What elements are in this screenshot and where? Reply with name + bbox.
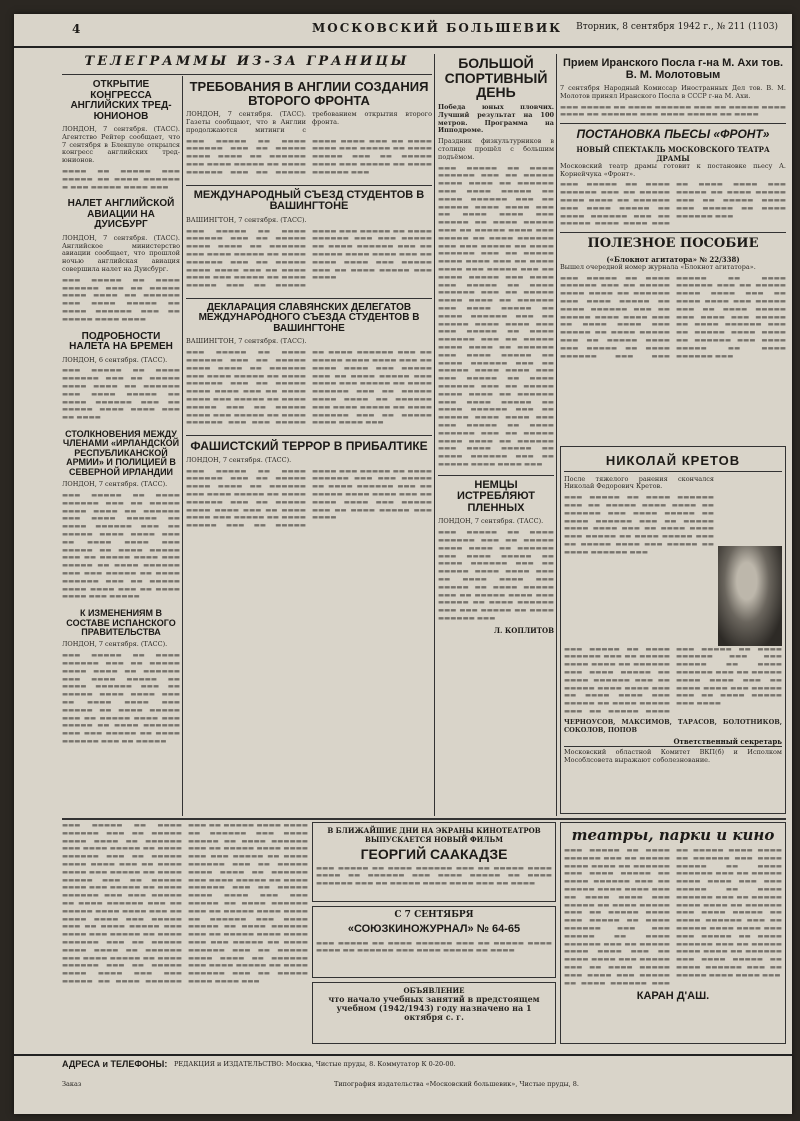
obituary-kretov: НИКОЛАЙ КРЕТОВ После тяжелого ранения скончался Николай Федорович Кретов. ▬▬▬ ▬▬▬▬▬ ▬▬ ▬▬▬▬ ▬▬▬▬▬▬ ▬▬▬ ▬▬ ▬▬▬▬▬ ▬▬▬▬ ▬▬▬▬ ▬▬ ▬▬▬▬▬▬ ▬▬▬ ▬▬▬▬ ▬▬▬▬▬ ▬▬ ▬▬▬▬ ▬▬▬▬▬▬ ▬▬▬ ▬▬ ▬▬▬▬▬ ▬▬▬▬ ▬▬▬▬ ▬▬▬ ▬▬ ▬▬▬▬ ▬▬▬▬ ▬▬▬ ▬▬▬▬▬ ▬▬ ▬▬▬▬ ▬▬▬▬▬ ▬▬▬ ▬▬ ▬▬▬▬▬ ▬▬▬▬ ▬▬▬ ▬▬▬▬▬ ▬▬ ▬▬▬▬ ▬▬▬▬▬▬ ▬▬▬ ▬▬▬ ▬▬▬▬▬ ▬▬ ▬▬▬▬ ▬▬▬▬▬▬ ▬▬▬ ▬▬ ▬▬▬▬▬ ▬▬▬▬ ▬▬▬▬ ▬▬ ▬▬▬▬▬▬ ▬▬▬ ▬▬▬▬ ▬▬▬▬▬ ▬▬ ▬▬▬▬ ▬▬▬▬▬▬ ▬▬▬ ▬▬ ▬▬▬▬▬ ▬▬▬▬ ▬▬▬▬ ▬▬▬ ▬▬ ▬▬▬▬ ▬▬▬▬ ▬▬▬ ▬▬▬▬▬ ▬▬ ▬▬▬▬ ▬▬▬▬▬ ▬▬▬ ▬▬ ▬▬▬▬▬ ▬▬▬▬ ▬▬▬ ▬▬▬▬▬ ▬▬ ▬▬▬▬ ▬▬▬▬▬▬ ▬▬▬ ▬▬▬ ▬▬▬▬▬ ▬▬ ▬▬▬▬ ▬▬▬▬▬▬ ▬▬▬ ▬▬ ▬▬▬▬▬ ▬▬▬▬ ▬▬▬▬ ▬▬▬ ▬▬ ▬▬▬▬ ▬▬▬▬ ▬▬▬ ▬▬▬▬▬ ▬▬▬ ▬▬ ▬▬▬▬ ▬▬▬▬▬ ▬▬▬ ▬▬▬▬ ЧЕРНОУСОВ, МАКСИМОВ, ТАРАСОВ, БОЛОТНИКОВ, СОКОЛОВ, ПОПОВ Ответственный секретарь Московский областной Комитет ВКП(б) и Исполком Мособлсовета выражают соболезнование. <box>560 446 786 814</box>
article-sport: Праздник физкультурников в столице прошёл с большим подъёмом. <box>438 137 554 161</box>
article-second-front: ЛОНДОН, 7 сентября. (ТАСС). Газеты сообщают, что в Англии продолжаются митинги с требованием открытия второго фронта. <box>186 110 432 134</box>
theatres-title: театры, парки и кино <box>571 826 775 844</box>
subhead-sport: Победа юных пловчих. Лучший результат на 100 метров. Программа на Ипподроме. <box>438 103 554 135</box>
article-prisoners: ЛОНДОН, 7 сентября. (ТАСС). <box>438 517 544 526</box>
headline-students: МЕЖДУНАРОДНЫЙ СЪЕЗД СТУДЕНТОВ В ВАШИНГТОНЕ <box>193 188 425 213</box>
headline-terror: ФАШИСТСКИЙ ТЕРРОР В ПРИБАЛТИКЕ <box>190 439 428 454</box>
headline-iran: Прием Иранского Посла г-на М. Ахи тов. В. М. Молотовым <box>562 57 784 81</box>
ad-school-text: что начало учебных занятий в предстоящем учебном (1942/1943) году назначено на 1 октября с. г. <box>328 994 540 1022</box>
telegrams-column: ОТКРЫТИЕ КОНГРЕССА АНГЛИЙСКИХ ТРЕД-ЮНИОНОВ ЛОНДОН, 7 сентября. (ТАСС). Агентство Рейтер сообщает, что 7 сентября в Блекпуле открылся конгресс английских тред-юнионов. ▬▬▬▬ ▬▬ ▬▬▬▬▬ ▬▬▬ ▬▬▬▬▬ ▬▬ ▬▬▬▬ ▬▬▬▬▬▬ ▬ ▬▬▬ ▬▬▬▬▬ ▬▬▬▬ ▬▬▬ НАЛЕТ АНГЛИЙСКОЙ АВИАЦИИ НА ДУИСБУРГ ЛОНДОН, 7 сентября. (ТАСС). Английское министерство авиации сообщает, что прошлой ночью английская авиация совершила налет на Дуисбург. ▬▬▬ ▬▬▬▬▬ ▬▬ ▬▬▬▬ ▬▬▬▬▬▬ ▬▬▬ ▬▬ ▬▬▬▬▬ ▬▬▬▬ ▬▬▬▬ ▬▬ ▬▬▬▬▬▬ ▬▬▬ ▬▬▬▬ ▬▬▬▬▬ ▬▬ ▬▬▬▬ ▬▬▬▬▬▬ ▬▬▬ ▬▬ ▬▬▬▬▬ ▬▬▬▬ ▬▬▬▬ ПОДРОБНОСТИ НАЛЕТА НА БРЕМЕН ЛОНДОН, 6 сентября. (ТАСС). ▬▬▬ ▬▬▬▬▬ ▬▬ ▬▬▬▬ ▬▬▬▬▬▬ ▬▬▬ ▬▬ ▬▬▬▬▬ ▬▬▬▬ ▬▬▬▬ ▬▬ ▬▬▬▬▬▬ ▬▬▬ ▬▬▬▬ ▬▬▬▬▬ ▬▬ ▬▬▬▬ ▬▬▬▬▬▬ ▬▬▬ ▬▬ ▬▬▬▬▬ ▬▬▬▬ ▬▬▬▬ ▬▬▬ ▬▬ ▬▬▬▬ СТОЛКНОВЕНИЯ МЕЖДУ ЧЛЕНАМИ «ИРЛАНДСКОЙ РЕСПУБЛИКАНСКОЙ АРМИИ» И ПОЛИЦИЕЙ В СЕВЕРНОЙ ИРЛАНДИИ ЛОНДОН, 7 сентября. (ТАСС). ▬▬▬ ▬▬▬▬▬ ▬▬ ▬▬▬▬ ▬▬▬▬▬▬ ▬▬▬ ▬▬ ▬▬▬▬▬ ▬▬▬▬ ▬▬▬▬ ▬▬ ▬▬▬▬▬▬ ▬▬▬ ▬▬▬▬ ▬▬▬▬▬ ▬▬ ▬▬▬▬ ▬▬▬▬▬▬ ▬▬▬ ▬▬ ▬▬▬▬▬ ▬▬▬▬ ▬▬▬▬ ▬▬▬ ▬▬ ▬▬▬▬ ▬▬▬▬ ▬▬▬ ▬▬▬▬▬ ▬▬ ▬▬▬▬ ▬▬▬▬▬ ▬▬▬ ▬▬ ▬▬▬▬▬ ▬▬▬▬ ▬▬▬ ▬▬▬▬▬ ▬▬ ▬▬▬▬ ▬▬▬▬▬▬ ▬▬▬ ▬▬▬ ▬▬▬▬▬ ▬▬ ▬▬▬▬ ▬▬▬▬▬▬ ▬▬▬ ▬▬ ▬▬▬▬▬ ▬▬▬▬ ▬▬▬▬ ▬▬▬ ▬▬ ▬▬▬▬ ▬▬▬▬ ▬▬▬ ▬▬▬▬▬ К ИЗМЕНЕНИЯМ В СОСТАВЕ ИСПАНСКОГО ПРАВИТЕЛЬСТВА ЛОНДОН, 7 сентября. (ТАСС). ▬▬▬ ▬▬▬▬▬ ▬▬ ▬▬▬▬ ▬▬▬▬▬▬ ▬▬▬ ▬▬ ▬▬▬▬▬ ▬▬▬▬ ▬▬▬▬ ▬▬ ▬▬▬▬▬▬ ▬▬▬ ▬▬▬▬ ▬▬▬▬▬ ▬▬ ▬▬▬▬ ▬▬▬▬▬▬ ▬▬▬ ▬▬ ▬▬▬▬▬ ▬▬▬▬ ▬▬▬▬ ▬▬▬ ▬▬ ▬▬▬▬ ▬▬▬▬ ▬▬▬ ▬▬▬▬▬ ▬▬ ▬▬▬▬ ▬▬▬▬▬ ▬▬▬ ▬▬ ▬▬▬▬▬ ▬▬▬▬ ▬▬▬ ▬▬▬▬▬ ▬▬ ▬▬▬▬ ▬▬▬▬▬▬ ▬▬▬ ▬▬▬ ▬▬▬▬▬ ▬▬ ▬▬▬▬ ▬▬▬▬▬▬ ▬▬▬ ▬▬ ▬▬▬▬▬ <box>62 79 180 746</box>
newspaper-page <box>14 14 792 1114</box>
article-spain: ЛОНДОН, 7 сентября. (ТАСС). <box>62 640 168 649</box>
footer-code: Заказ <box>62 1080 82 1088</box>
headline-ireland: СТОЛКНОВЕНИЯ МЕЖДУ ЧЛЕНАМИ «ИРЛАНДСКОЙ РЕСПУБЛИКАНСКОЙ АРМИИ» И ПОЛИЦИЕЙ В СЕВЕРНОЙ ИРЛАНДИИ <box>62 429 180 477</box>
center-column: ТРЕБОВАНИЯ В АНГЛИИ СОЗДАНИЯ ВТОРОГО ФРОНТА ЛОНДОН, 7 сентября. (ТАСС). Газеты сообщают, что в Англии продолжаются митинги с требованием открытия второго фронта. ▬▬▬ ▬▬▬▬▬ ▬▬ ▬▬▬▬ ▬▬▬▬▬▬ ▬▬▬ ▬▬ ▬▬▬▬▬ ▬▬▬▬ ▬▬▬▬ ▬▬ ▬▬▬▬▬▬ ▬▬▬ ▬▬▬▬ ▬▬▬▬▬ ▬▬ ▬▬▬▬ ▬▬▬▬▬▬ ▬▬▬ ▬▬ ▬▬▬▬▬ ▬▬▬▬ ▬▬▬▬ ▬▬▬ ▬▬ ▬▬▬▬ ▬▬▬▬ ▬▬▬ ▬▬▬▬▬ ▬▬ ▬▬▬▬ ▬▬▬▬▬ ▬▬▬ ▬▬ ▬▬▬▬▬ ▬▬▬▬ ▬▬▬ ▬▬▬▬▬ ▬▬ ▬▬▬▬ ▬▬▬▬▬▬ ▬▬▬ МЕЖДУНАРОДНЫЙ СЪЕЗД СТУДЕНТОВ В ВАШИНГТОНЕ ВАШИНГТОН, 7 сентября. (ТАСС). ▬▬▬ ▬▬▬▬▬ ▬▬ ▬▬▬▬ ▬▬▬▬▬▬ ▬▬▬ ▬▬ ▬▬▬▬▬ ▬▬▬▬ ▬▬▬▬ ▬▬ ▬▬▬▬▬▬ ▬▬▬ ▬▬▬▬ ▬▬▬▬▬ ▬▬ ▬▬▬▬ ▬▬▬▬▬▬ ▬▬▬ ▬▬ ▬▬▬▬▬ ▬▬▬▬ ▬▬▬▬ ▬▬▬ ▬▬ ▬▬▬▬ ▬▬▬▬ ▬▬▬ ▬▬▬▬▬ ▬▬ ▬▬▬▬ ▬▬▬▬▬ ▬▬▬ ▬▬ ▬▬▬▬▬ ▬▬▬▬ ▬▬▬ ▬▬▬▬▬ ▬▬ ▬▬▬▬ ▬▬▬▬▬▬ ▬▬▬ ▬▬▬ ▬▬▬▬▬ ▬▬ ▬▬▬▬ ▬▬▬▬▬▬ ▬▬▬ ▬▬ ▬▬▬▬▬ ▬▬▬▬ ▬▬▬▬ ▬▬▬ ▬▬ ▬▬▬▬ ▬▬▬▬ ▬▬▬ ▬▬▬▬▬ ▬▬▬ ▬▬ ▬▬▬▬ ▬▬▬▬▬ ▬▬▬ ▬▬▬▬ ДЕКЛАРАЦИЯ СЛАВЯНСКИХ ДЕЛЕГАТОВ МЕЖДУНАРОДНОГО СЪЕЗДА СТУДЕНТОВ В ВАШИНГТОНЕ ВАШИНГТОН, 7 сентября. (ТАСС). ▬▬▬ ▬▬▬▬▬ ▬▬ ▬▬▬▬ ▬▬▬▬▬▬ ▬▬▬ ▬▬ ▬▬▬▬▬ ▬▬▬▬ ▬▬▬▬ ▬▬ ▬▬▬▬▬▬ ▬▬▬ ▬▬▬▬ ▬▬▬▬▬ ▬▬ ▬▬▬▬ ▬▬▬▬▬▬ ▬▬▬ ▬▬ ▬▬▬▬▬ ▬▬▬▬ ▬▬▬▬ ▬▬▬ ▬▬ ▬▬▬▬ ▬▬▬▬ ▬▬▬ ▬▬▬▬▬ ▬▬ ▬▬▬▬ ▬▬▬▬▬ ▬▬▬ ▬▬ ▬▬▬▬▬ ▬▬▬▬ ▬▬▬ ▬▬▬▬▬ ▬▬ ▬▬▬▬ ▬▬▬▬▬▬ ▬▬▬ ▬▬▬ ▬▬▬▬▬ ▬▬ ▬▬▬▬ ▬▬▬▬▬▬ ▬▬▬ ▬▬ ▬▬▬▬▬ ▬▬▬▬ ▬▬▬▬ ▬▬▬ ▬▬ ▬▬▬▬ ▬▬▬▬ ▬▬▬ ▬▬▬▬▬ ▬▬▬ ▬▬ ▬▬▬▬ ▬▬▬▬▬ ▬▬▬ ▬▬▬▬ ▬▬▬ ▬▬▬▬▬ ▬▬ ▬▬▬▬ ▬▬▬▬▬▬ ▬▬▬ ▬▬ ▬▬▬▬▬ ▬▬▬▬ ▬▬▬▬ ▬▬ ▬▬▬▬▬▬ ▬▬▬ ▬▬▬▬ ▬▬▬▬▬ ▬▬ ▬▬▬▬ ▬▬▬▬▬▬ ▬▬▬ ▬▬ ▬▬▬▬▬ ▬▬▬▬ ▬▬▬▬ ▬▬▬ ФАШИСТСКИЙ ТЕРРОР В ПРИБАЛТИКЕ ЛОНДОН, 7 сентября. (ТАСС). ▬▬▬ ▬▬▬▬▬ ▬▬ ▬▬▬▬ ▬▬▬▬▬▬ ▬▬▬ ▬▬ ▬▬▬▬▬ ▬▬▬▬ ▬▬▬▬ ▬▬ ▬▬▬▬▬▬ ▬▬▬ ▬▬▬▬ ▬▬▬▬▬ ▬▬ ▬▬▬▬ ▬▬▬▬▬▬ ▬▬▬ ▬▬ ▬▬▬▬▬ ▬▬▬▬ ▬▬▬▬ ▬▬▬ ▬▬ ▬▬▬▬ ▬▬▬▬ ▬▬▬ ▬▬▬▬▬ ▬▬ ▬▬▬▬ ▬▬▬▬▬ ▬▬▬ ▬▬ ▬▬▬▬▬ ▬▬▬▬ ▬▬▬ ▬▬▬▬▬ ▬▬ ▬▬▬▬ ▬▬▬▬▬▬ ▬▬▬ ▬▬▬ ▬▬▬▬▬ ▬▬ ▬▬▬▬ ▬▬▬▬▬▬ ▬▬▬ ▬▬ ▬▬▬▬▬ ▬▬▬▬ ▬▬▬▬ ▬▬▬ ▬▬ ▬▬▬▬ ▬▬▬▬ ▬▬▬ ▬▬▬▬▬ ▬▬▬ ▬▬ ▬▬▬▬ ▬▬▬▬▬ ▬▬▬ ▬▬▬▬ <box>186 79 432 530</box>
footer <box>14 1054 792 1090</box>
footer-address-label: АДРЕСА и ТЕЛЕФОНЫ: <box>62 1059 168 1069</box>
article-guide: Вышел очередной номер журнала «Блокнот агитатора». <box>560 262 756 271</box>
headline-slav: ДЕКЛАРАЦИЯ СЛАВЯНСКИХ ДЕЛЕГАТОВ МЕЖДУНАРОДНОГО СЪЕЗДА СТУДЕНТОВ В ВАШИНГТОНЕ <box>198 301 420 334</box>
ad-film-title: ГЕОРГИЙ СААКАДЗЕ <box>360 846 508 862</box>
subhead-play: НОВЫЙ СПЕКТАКЛЬ МОСКОВСКОГО ТЕАТРА ДРАМЫ <box>576 144 770 163</box>
ad-journal: С 7 СЕНТЯБРЯ «СОЮЗКИНОЖУРНАЛ» № 64-65 ▬▬▬ ▬▬▬▬▬ ▬▬ ▬▬▬▬ ▬▬▬▬▬▬ ▬▬▬ ▬▬ ▬▬▬▬▬ ▬▬▬▬ ▬▬▬▬ ▬▬ ▬▬▬▬▬▬ ▬▬▬ ▬▬▬▬ ▬▬▬▬▬ ▬▬ ▬▬▬▬ <box>312 906 556 978</box>
article-students: ВАШИНГТОН, 7 сентября. (ТАСС). <box>186 215 307 224</box>
article-terror: ЛОНДОН, 7 сентября. (ТАСС). <box>186 455 292 464</box>
masthead <box>14 14 792 48</box>
karandash: КАРАН Д'АШ. <box>636 990 710 1003</box>
ad-theatres: театры, парки и кино ▬▬▬ ▬▬▬▬▬ ▬▬ ▬▬▬▬ ▬▬▬▬▬▬ ▬▬▬ ▬▬ ▬▬▬▬▬ ▬▬▬▬ ▬▬▬▬ ▬▬ ▬▬▬▬▬▬ ▬▬▬ ▬▬▬▬ ▬▬▬▬▬ ▬▬ ▬▬▬▬ ▬▬▬▬▬▬ ▬▬▬ ▬▬ ▬▬▬▬▬ ▬▬▬▬ ▬▬▬▬ ▬▬▬ ▬▬ ▬▬▬▬ ▬▬▬▬ ▬▬▬ ▬▬▬▬▬ ▬▬ ▬▬▬▬ ▬▬▬▬▬ ▬▬▬ ▬▬ ▬▬▬▬▬ ▬▬▬▬ ▬▬▬ ▬▬▬▬▬ ▬▬ ▬▬▬▬ ▬▬▬▬▬▬ ▬▬▬ ▬▬▬ ▬▬▬▬▬ ▬▬ ▬▬▬▬ ▬▬▬▬▬▬ ▬▬▬ ▬▬ ▬▬▬▬▬ ▬▬▬▬ ▬▬▬▬ ▬▬▬ ▬▬ ▬▬▬▬ ▬▬▬▬ ▬▬▬ ▬▬▬▬▬ ▬▬▬ ▬▬ ▬▬▬▬ ▬▬▬▬▬ ▬▬▬ ▬▬▬▬ ▬▬▬ ▬▬▬▬▬ ▬▬ ▬▬▬▬ ▬▬▬▬▬▬ ▬▬▬ ▬▬ ▬▬▬▬▬ ▬▬▬▬ ▬▬▬▬ ▬▬ ▬▬▬▬▬▬ ▬▬▬ ▬▬▬▬ ▬▬▬▬▬ ▬▬ ▬▬▬▬ ▬▬▬▬▬▬ ▬▬▬ ▬▬ ▬▬▬▬▬ ▬▬▬▬ ▬▬▬▬ ▬▬▬ ▬▬▬ ▬▬▬▬▬ ▬▬ ▬▬▬▬ ▬▬▬▬▬▬ ▬▬▬ ▬▬ ▬▬▬▬▬ ▬▬▬▬ ▬▬▬▬ ▬▬ ▬▬▬▬▬▬ ▬▬▬ ▬▬▬▬ ▬▬▬▬▬ ▬▬ ▬▬▬▬ ▬▬▬▬▬▬ ▬▬▬ ▬▬ ▬▬▬▬▬ ▬▬▬▬ ▬▬▬▬ ▬▬▬ ▬▬▬ ▬▬▬▬▬ ▬▬ ▬▬▬▬ ▬▬▬▬▬▬ ▬▬▬ ▬▬ ▬▬▬▬▬ ▬▬▬▬ ▬▬▬▬ ▬▬ ▬▬▬▬▬▬ ▬▬▬ ▬▬▬▬ ▬▬▬▬▬ ▬▬ ▬▬▬▬ ▬▬▬▬▬▬ ▬▬▬ ▬▬ ▬▬▬▬▬ ▬▬▬▬ ▬▬▬▬ ▬▬▬ КАРАН Д'АШ. <box>560 822 786 1044</box>
headline-sport: БОЛЬШОЙ СПОРТИВНЫЙ ДЕНЬ <box>444 55 548 101</box>
ad-film: В БЛИЖАЙШИЕ ДНИ НА ЭКРАНЫ КИНОТЕАТРОВ ВЫПУСКАЕТСЯ НОВЫЙ ФИЛЬМ ГЕОРГИЙ СААКАДЗЕ ▬▬▬ ▬▬▬▬▬ ▬▬ ▬▬▬▬ ▬▬▬▬▬▬ ▬▬▬ ▬▬ ▬▬▬▬▬ ▬▬▬▬ ▬▬▬▬ ▬▬ ▬▬▬▬▬▬ ▬▬▬ ▬▬▬▬ ▬▬▬▬▬ ▬▬ ▬▬▬▬ ▬▬▬▬▬▬ ▬▬▬ ▬▬ ▬▬▬▬▬ ▬▬▬▬ ▬▬▬▬ ▬▬▬ ▬▬ ▬▬▬▬ <box>312 822 556 902</box>
headline-guide: ПОЛЕЗНОЕ ПОСОБИЕ <box>587 236 759 252</box>
headline-kretov: НИКОЛАЙ КРЕТОВ <box>564 454 782 472</box>
article-ireland: ЛОНДОН, 7 сентября. (ТАСС). <box>62 480 168 489</box>
headline-spain: К ИЗМЕНЕНИЯМ В СОСТАВЕ ИСПАНСКОГО ПРАВИТЕЛЬСТВА <box>66 608 176 638</box>
headline-congress: ОТКРЫТИЕ КОНГРЕССА АНГЛИЙСКИХ ТРЕД-ЮНИОНОВ <box>70 79 172 122</box>
headline-second-front: ТРЕБОВАНИЯ В АНГЛИИ СОЗДАНИЯ ВТОРОГО ФРОНТА <box>189 79 429 108</box>
kretov-notice: Московский областной Комитет ВКП(б) и Исполком Мособлсовета выражают соболезнование. <box>564 748 782 765</box>
ad-journal-title: «СОЮЗКИНОЖУРНАЛ» № 64-65 <box>347 923 521 935</box>
article-congress: ЛОНДОН, 7 сентября. (ТАСС). Агентство Рейтер сообщает, что 7 сентября в Блекпуле открылся конгресс английских тред-юнионов. <box>62 125 180 165</box>
bottom-left-text: ▬▬▬ ▬▬▬▬▬ ▬▬ ▬▬▬▬ ▬▬▬▬▬▬ ▬▬▬ ▬▬ ▬▬▬▬▬ ▬▬▬▬ ▬▬▬▬ ▬▬ ▬▬▬▬▬▬ ▬▬▬ ▬▬▬▬ ▬▬▬▬▬ ▬▬ ▬▬▬▬ ▬▬▬▬▬▬ ▬▬▬ ▬▬ ▬▬▬▬▬ ▬▬▬▬ ▬▬▬▬ ▬▬▬ ▬▬ ▬▬▬▬ ▬▬▬▬ ▬▬▬ ▬▬▬▬▬ ▬▬ ▬▬▬▬ ▬▬▬▬▬ ▬▬▬ ▬▬ ▬▬▬▬▬ ▬▬▬▬ ▬▬▬ ▬▬▬▬▬ ▬▬ ▬▬▬▬ ▬▬▬▬▬▬ ▬▬▬ ▬▬▬ ▬▬▬▬▬ ▬▬ ▬▬▬▬ ▬▬▬▬▬▬ ▬▬▬ ▬▬ ▬▬▬▬▬ ▬▬▬▬ ▬▬▬▬ ▬▬▬ ▬▬ ▬▬▬▬ ▬▬▬▬ ▬▬▬ ▬▬▬▬▬ ▬▬▬ ▬▬ ▬▬▬▬ ▬▬▬▬▬ ▬▬▬ ▬▬▬▬ ▬▬▬ ▬▬▬▬▬ ▬▬ ▬▬▬▬ ▬▬▬▬▬▬ ▬▬▬ ▬▬ ▬▬▬▬▬ ▬▬▬▬ ▬▬▬▬ ▬▬ ▬▬▬▬▬▬ ▬▬▬ ▬▬▬▬ ▬▬▬▬▬ ▬▬ ▬▬▬▬ ▬▬▬▬▬▬ ▬▬▬ ▬▬ ▬▬▬▬▬ ▬▬▬▬ ▬▬▬▬ ▬▬▬ ▬▬▬ ▬▬▬▬▬ ▬▬ ▬▬▬▬ ▬▬▬▬▬▬ ▬▬▬ ▬▬ ▬▬▬▬▬ ▬▬▬▬ ▬▬▬▬ ▬▬ ▬▬▬▬▬▬ ▬▬▬ ▬▬▬▬ ▬▬▬▬▬ ▬▬ ▬▬▬▬ ▬▬▬▬▬▬ ▬▬▬ ▬▬ ▬▬▬▬▬ ▬▬▬▬ ▬▬▬▬ ▬▬▬ ▬▬▬ ▬▬▬▬▬ ▬▬ ▬▬▬▬ ▬▬▬▬▬▬ ▬▬▬ ▬▬ ▬▬▬▬▬ ▬▬▬▬ ▬▬▬▬ ▬▬ ▬▬▬▬▬▬ ▬▬▬ ▬▬▬▬ ▬▬▬▬▬ ▬▬ ▬▬▬▬ ▬▬▬▬▬▬ ▬▬▬ ▬▬ ▬▬▬▬▬ ▬▬▬▬ ▬▬▬▬ ▬▬▬ ▬▬▬ ▬▬▬▬▬ ▬▬ ▬▬▬▬ ▬▬▬▬▬▬ ▬▬▬ ▬▬ ▬▬▬▬▬ ▬▬▬▬ ▬▬▬▬ ▬▬ ▬▬▬▬▬▬ ▬▬▬ ▬▬▬▬ ▬▬▬▬▬ ▬▬ ▬▬▬▬ ▬▬▬▬▬▬ ▬▬▬ ▬▬ ▬▬▬▬▬ ▬▬▬▬ ▬▬▬▬ ▬▬▬ ▬▬▬ ▬▬▬▬▬ ▬▬ ▬▬▬▬ ▬▬▬▬▬▬ ▬▬▬ ▬▬ ▬▬▬▬▬ ▬▬▬▬ ▬▬▬▬ ▬▬ ▬▬▬▬▬▬ ▬▬▬ ▬▬▬▬ ▬▬▬▬▬ ▬▬ ▬▬▬▬ ▬▬▬▬▬▬ ▬▬▬ ▬▬ ▬▬▬▬▬ ▬▬▬▬ ▬▬▬▬ ▬▬▬ <box>62 822 308 985</box>
footer-address-text: РЕДАКЦИЯ и ИЗДАТЕЛЬСТВО: Москва, Чистые пруды, 8. Коммутатор К 0-20-00. <box>174 1060 456 1068</box>
article-play: Московский театр драмы готовит к постановке пьесу А. Корнейчука «Фронт». <box>560 161 786 178</box>
headline-play: ПОСТАНОВКА ПЬЕСЫ «ФРОНТ» <box>576 127 770 142</box>
portrait-kretov <box>718 546 782 646</box>
article-slav: ВАШИНГТОН, 7 сентября. (ТАСС). <box>186 337 307 346</box>
article-bremen: ЛОНДОН, 6 сентября. (ТАСС). <box>62 355 168 364</box>
telegrams-banner: ТЕЛЕГРАММЫ ИЗ-ЗА ГРАНИЦЫ <box>84 54 410 69</box>
issue-date: Вторник, 8 сентября 1942 г., № 211 (1103) <box>576 22 778 32</box>
headline-duisburg: НАЛЕТ АНГЛИЙСКОЙ АВИАЦИИ НА ДУИСБУРГ <box>67 198 175 231</box>
right-top: Прием Иранского Посла г-на М. Ахи тов. В. М. Молотовым 7 сентября Народный Комиссар Иностранных Дел тов. В. М. Молотов принял Иранского Посла в СССР г-на М. Ахи. ▬▬▬ ▬▬▬▬▬ ▬▬ ▬▬▬▬ ▬▬▬▬▬▬ ▬▬▬ ▬▬ ▬▬▬▬▬ ▬▬▬▬ ▬▬▬▬ ▬▬ ▬▬▬▬▬▬ ▬▬▬ ▬▬▬▬ ▬▬▬▬▬ ▬▬ ▬▬▬▬ ПОСТАНОВКА ПЬЕСЫ «ФРОНТ» НОВЫЙ СПЕКТАКЛЬ МОСКОВСКОГО ТЕАТРА ДРАМЫ Московский театр драмы готовит к постановке пьесу А. Корнейчука «Фронт». ▬▬▬ ▬▬▬▬▬ ▬▬ ▬▬▬▬ ▬▬▬▬▬▬ ▬▬▬ ▬▬ ▬▬▬▬▬ ▬▬▬▬ ▬▬▬▬ ▬▬ ▬▬▬▬▬▬ ▬▬▬ ▬▬▬▬ ▬▬▬▬▬ ▬▬ ▬▬▬▬ ▬▬▬▬▬▬ ▬▬▬ ▬▬ ▬▬▬▬▬ ▬▬▬▬ ▬▬▬▬ ▬▬▬ ▬▬ ▬▬▬▬ ▬▬▬▬ ▬▬▬ ▬▬▬▬▬ ▬▬ ▬▬▬▬ ▬▬▬▬▬ ▬▬▬ ▬▬ ▬▬▬▬▬ ▬▬▬▬ ▬▬▬ ▬▬▬▬▬ ▬▬ ▬▬▬▬ ▬▬▬▬▬▬ ▬▬▬ ПОЛЕЗНОЕ ПОСОБИЕ («Блокнот агитатора» № 22/338) Вышел очередной номер журнала «Блокнот агитатора». ▬▬▬ ▬▬▬▬▬ ▬▬ ▬▬▬▬ ▬▬▬▬▬▬ ▬▬▬ ▬▬ ▬▬▬▬▬ ▬▬▬▬ ▬▬▬▬ ▬▬ ▬▬▬▬▬▬ ▬▬▬ ▬▬▬▬ ▬▬▬▬▬ ▬▬ ▬▬▬▬ ▬▬▬▬▬▬ ▬▬▬ ▬▬ ▬▬▬▬▬ ▬▬▬▬ ▬▬▬▬ ▬▬▬ ▬▬ ▬▬▬▬ ▬▬▬▬ ▬▬▬ ▬▬▬▬▬ ▬▬ ▬▬▬▬ ▬▬▬▬▬ ▬▬▬ ▬▬ ▬▬▬▬▬ ▬▬▬▬ ▬▬▬ ▬▬▬▬▬ ▬▬ ▬▬▬▬ ▬▬▬▬▬▬ ▬▬▬ ▬▬▬ ▬▬▬▬▬ ▬▬ ▬▬▬▬ ▬▬▬▬▬▬ ▬▬▬ ▬▬ ▬▬▬▬▬ ▬▬▬▬ ▬▬▬▬ ▬▬▬ ▬▬ ▬▬▬▬ ▬▬▬▬ ▬▬▬ ▬▬▬▬▬ ▬▬▬ ▬▬ ▬▬▬▬ ▬▬▬▬▬ ▬▬▬ ▬▬▬▬ ▬▬▬ ▬▬▬▬▬ ▬▬ ▬▬▬▬ ▬▬▬▬▬▬ ▬▬▬ ▬▬ ▬▬▬▬▬ ▬▬▬▬ ▬▬▬▬ ▬▬ ▬▬▬▬▬▬ ▬▬▬ ▬▬▬▬ ▬▬▬▬▬ ▬▬ ▬▬▬▬ ▬▬▬▬▬▬ ▬▬▬ <box>560 57 786 360</box>
kretov-signature: Ответственный секретарь <box>673 737 782 747</box>
page-number: 4 <box>72 22 81 36</box>
footer-printer: Типография издательства «Московский большевик», Чистые пруды, 8. <box>334 1080 579 1088</box>
article-duisburg: ЛОНДОН, 7 сентября. (ТАСС). Английское министерство авиации сообщает, что прошлой ночью английская авиация совершила налет на Дуисбург. <box>62 233 180 274</box>
sport-column: БОЛЬШОЙ СПОРТИВНЫЙ ДЕНЬ Победа юных пловчих. Лучший результат на 100 метров. Программа на Ипподроме. Праздник физкультурников в столице прошёл с большим подъёмом. ▬▬▬ ▬▬▬▬▬ ▬▬ ▬▬▬▬ ▬▬▬▬▬▬ ▬▬▬ ▬▬ ▬▬▬▬▬ ▬▬▬▬ ▬▬▬▬ ▬▬ ▬▬▬▬▬▬ ▬▬▬ ▬▬▬▬ ▬▬▬▬▬ ▬▬ ▬▬▬▬ ▬▬▬▬▬▬ ▬▬▬ ▬▬ ▬▬▬▬▬ ▬▬▬▬ ▬▬▬▬ ▬▬▬ ▬▬ ▬▬▬▬ ▬▬▬▬ ▬▬▬ ▬▬▬▬▬ ▬▬ ▬▬▬▬ ▬▬▬▬▬ ▬▬▬ ▬▬ ▬▬▬▬▬ ▬▬▬▬ ▬▬▬ ▬▬▬▬▬ ▬▬ ▬▬▬▬ ▬▬▬▬▬▬ ▬▬▬ ▬▬▬ ▬▬▬▬▬ ▬▬ ▬▬▬▬ ▬▬▬▬▬▬ ▬▬▬ ▬▬ ▬▬▬▬▬ ▬▬▬▬ ▬▬▬▬ ▬▬▬ ▬▬ ▬▬▬▬ ▬▬▬▬ ▬▬▬ ▬▬▬▬▬ ▬▬▬ ▬▬ ▬▬▬▬ ▬▬▬▬▬ ▬▬▬ ▬▬▬▬ ▬▬▬ ▬▬▬▬▬ ▬▬ ▬▬▬▬ ▬▬▬▬▬▬ ▬▬▬ ▬▬ ▬▬▬▬▬ ▬▬▬▬ ▬▬▬▬ ▬▬ ▬▬▬▬▬▬ ▬▬▬ ▬▬▬▬ ▬▬▬▬▬ ▬▬ ▬▬▬▬ ▬▬▬▬▬▬ ▬▬▬ ▬▬ ▬▬▬▬▬ ▬▬▬▬ ▬▬▬▬ ▬▬▬ ▬▬▬ ▬▬▬▬▬ ▬▬ ▬▬▬▬ ▬▬▬▬▬▬ ▬▬▬ ▬▬ ▬▬▬▬▬ ▬▬▬▬ ▬▬▬▬ ▬▬ ▬▬▬▬▬▬ ▬▬▬ ▬▬▬▬ ▬▬▬▬▬ ▬▬ ▬▬▬▬ ▬▬▬▬▬▬ ▬▬▬ ▬▬ ▬▬▬▬▬ ▬▬▬▬ ▬▬▬▬ ▬▬▬ ▬▬▬ ▬▬▬▬▬ ▬▬ ▬▬▬▬ ▬▬▬▬▬▬ ▬▬▬ ▬▬ ▬▬▬▬▬ ▬▬▬▬ ▬▬▬▬ ▬▬ ▬▬▬▬▬▬ ▬▬▬ ▬▬▬▬ ▬▬▬▬▬ ▬▬ ▬▬▬▬ ▬▬▬▬▬▬ ▬▬▬ ▬▬ ▬▬▬▬▬ ▬▬▬▬ ▬▬▬▬ ▬▬▬ ▬▬▬ ▬▬▬▬▬ ▬▬ ▬▬▬▬ ▬▬▬▬▬▬ ▬▬▬ ▬▬ ▬▬▬▬▬ ▬▬▬▬ ▬▬▬▬ ▬▬ ▬▬▬▬▬▬ ▬▬▬ ▬▬▬▬ ▬▬▬▬▬ ▬▬ ▬▬▬▬ ▬▬▬▬▬▬ ▬▬▬ ▬▬ ▬▬▬▬▬ ▬▬▬▬ ▬▬▬▬ ▬▬▬ НЕМЦЫ ИСТРЕБЛЯЮТ ПЛЕННЫХ ЛОНДОН, 7 сентября. (ТАСС). ▬▬▬ ▬▬▬▬▬ ▬▬ ▬▬▬▬ ▬▬▬▬▬▬ ▬▬▬ ▬▬ ▬▬▬▬▬ ▬▬▬▬ ▬▬▬▬ ▬▬ ▬▬▬▬▬▬ ▬▬▬ ▬▬▬▬ ▬▬▬▬▬ ▬▬ ▬▬▬▬ ▬▬▬▬▬▬ ▬▬▬ ▬▬ ▬▬▬▬▬ ▬▬▬▬ ▬▬▬▬ ▬▬▬ ▬▬ ▬▬▬▬ ▬▬▬▬ ▬▬▬ ▬▬▬▬▬ ▬▬ ▬▬▬▬ ▬▬▬▬▬ ▬▬▬ ▬▬ ▬▬▬▬▬ ▬▬▬▬ ▬▬▬ ▬▬▬▬▬ ▬▬ ▬▬▬▬ ▬▬▬▬▬▬ ▬▬▬ ▬▬▬ ▬▬▬▬▬ ▬▬ ▬▬▬▬ ▬▬▬▬▬▬ ▬▬▬ Л. КОПЛИТОВ <box>438 55 554 635</box>
newspaper-name: МОСКОВСКИЙ БОЛЬШЕВИК <box>312 21 563 35</box>
headline-prisoners: НЕМЦЫ ИСТРЕБЛЯЮТ ПЛЕННЫХ <box>456 478 535 514</box>
subhead-guide: («Блокнот агитатора» № 22/338) <box>606 254 740 264</box>
signature-koplitov: Л. КОПЛИТОВ <box>493 625 554 635</box>
ad-school: ОБЪЯВЛЕНИЕ что начало учебных занятий в предстоящем учебном (1942/1943) году назначено на 1 октября с. г. <box>312 982 556 1044</box>
article-kretov: После тяжелого ранения скончался Николай Федорович Кретов. <box>564 474 714 491</box>
headline-bremen: ПОДРОБНОСТИ НАЛЕТА НА БРЕМЕН <box>69 330 173 353</box>
article-iran: 7 сентября Народный Комиссар Иностранных Дел тов. В. М. Молотов принял Иранского Посла в СССР г-на М. Ахи. <box>560 84 786 100</box>
kretov-names: ЧЕРНОУСОВ, МАКСИМОВ, ТАРАСОВ, БОЛОТНИКОВ, СОКОЛОВ, ПОПОВ <box>564 717 782 734</box>
